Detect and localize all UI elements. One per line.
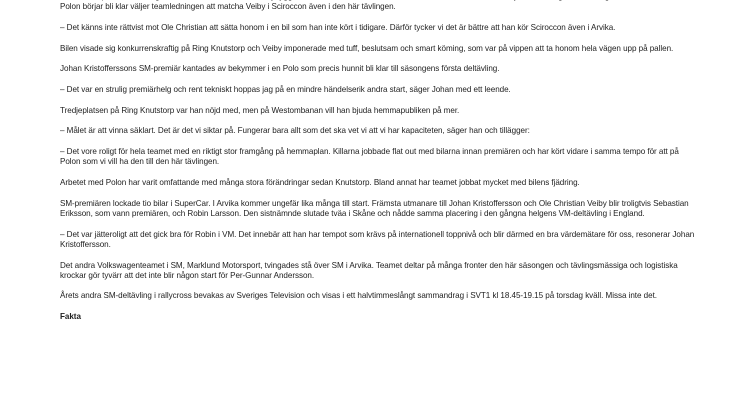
paragraph-quote-fairness: – Det känns inte rättvist mot Ole Christian att sätta honom i en bil som han inte kört i tidigare. Därför tycker vi det är bättre att han kör Sciroccon även i Arvika.	[60, 22, 616, 32]
paragraph-intro-cars: Polon börjar bli klar väljer teamledningen att matcha Veiby i Sciroccon även i den här tävlingen.	[60, 2, 396, 12]
fakta-heading: Fakta	[60, 312, 81, 322]
paragraph-marklund: Det andra Volkswagenteamet i SM, Marklund Motorsport, tvingades stå över SM i Arvika. Teamet deltar på många fronter den här säsongen och tävlingsmässiga och logistiska krockar gör tyvärr att det inte blir någon start för Per-Gunnar Andersson.	[60, 260, 678, 280]
paragraph-quote-home: – Det vore roligt för hela teamet med en riktigt stor framgång på hemmaplan. Killarna jobbade flat out med bilarna innan premiären och har kört vidare i samma tempo för att på Polon som vi vill ha den till den här tävlingen.	[60, 147, 679, 167]
paragraph-car-competitive: Bilen visade sig konkurrenskraftig på Ring Knutstorp och Veiby imponerade med tuff, beslutsam och smart köming, som var på vippen att ta honom hela vägen upp på pallen.	[60, 43, 674, 53]
paragraph-polo-work: Arbetet med Polon har varit omfattande med många stora förändringar sedan Knutstorp. Bland annat har teamet jobbat mycket med bilens fjädring.	[60, 178, 580, 188]
paragraph-johan-premiere: Johan Kristofferssons SM-premiär kantades av bekymmer i en Polo som precis hunnit bli klar till säsongens första deltävling.	[60, 64, 500, 74]
paragraph-quote-robin: – Det var jätteroligt att det gick bra för Robin i VM. Det innebär att han har tempot som krävs på internationell toppnivå och blir därmed en bra värdemätare för oss, resonerar Johan Kristoffersson.	[60, 229, 695, 249]
paragraph-quote-goal: – Målet är att vinna säklart. Det är det vi siktar på. Fungerar bara allt som det ska vet vi att vi har kapaciteten, säger han och tillägger:	[60, 126, 530, 136]
paragraph-tv-coverage: Årets andra SM-deltävling i rallycross bevakas av Sveriges Television och visas i ett halvtimmeslångt sammandrag i SVT1 kl 18.45-19.15 på torsdag kväll. Missa inte det.	[60, 291, 657, 301]
paragraph-third-place: Tredjeplatsen på Ring Knutstorp var han nöjd med, men på Westombanan vill han bjuda hemmapubliken på mer.	[60, 105, 460, 115]
paragraph-quote-premiere: – Det var en strulig premiärhelg och rent tekniskt hoppas jag på en mindre händelserik andra start, säger Johan med ett leende.	[60, 85, 511, 95]
paragraph-competitors: SM-premiären lockade tio bilar i SuperCar. I Arvika kommer ungefär lika många till start. Främsta utmanare till Johan Kristoffersson och Ole Christian Veiby blir troligtvis Sebastian Eriksson, som vann premiären, och Robin Larsson. Den sistnämnde slutade tväa i Skåne och nådde samma placering i den gångna helgens VM-deltävling i England.	[60, 198, 689, 218]
article-body	[60, 0, 700, 333]
